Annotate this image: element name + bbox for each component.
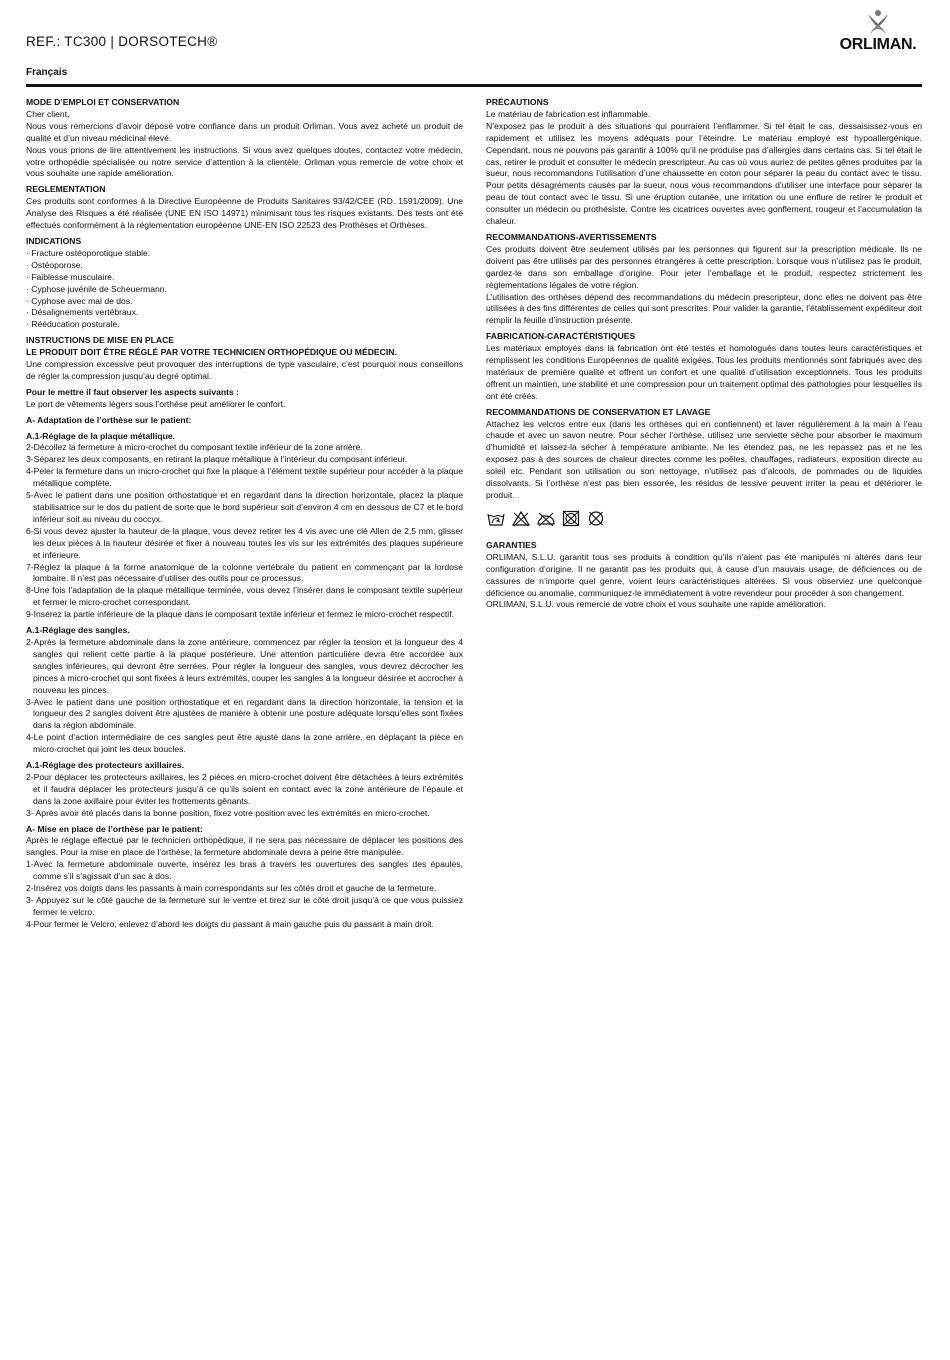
care-symbols xyxy=(486,510,922,528)
numbered-item: 2-Insérez vos doigts dans les passants à main correspondants sur les côtés droit et gauche de la fermeture. xyxy=(26,883,437,894)
language-label: Français xyxy=(26,67,68,78)
list-item: · Faiblesse musculaire. xyxy=(26,271,115,282)
numbered-item: 8-Une fois l’adaptation de la plaque métallique terminée, vous devez l’insérer dans le composant textile supérieur et fermer le micro-crochet correspondant. xyxy=(26,585,463,608)
section-title: INDICATIONS xyxy=(26,235,82,246)
no-tumble-dry-icon xyxy=(561,510,581,527)
paragraph: Les matériaux employés dans la fabrication ont été testés et homologués dans toutes leurs caractéristiques et remplissent les conditions Européennes de qualité exigées. Tous les produits mentionnés sont fabriqués avec des matériaux de première qualité et offrent un confort et une qualité d’utilisation exceptionnels. Tous les produits offrent un maintien, une stabilité et une compression pour un traitement optimal des pathologies pour lesquelles ils ont été créés. xyxy=(486,343,922,401)
no-bleach-icon xyxy=(511,510,531,527)
paragraph: Le port de vêtements légers sous l’orthèse peut améliorer le confort. xyxy=(26,398,286,409)
section-title: PRÉCAUTIONS xyxy=(486,97,549,107)
logo-wordmark: ORLIMAN. xyxy=(839,36,917,53)
list-item: · Rééducation posturale. xyxy=(26,319,120,330)
list-item: · Ostéoporose. xyxy=(26,259,83,270)
numbered-item: 3- Appuyez sur le côté gauche de la fermeture sur le ventre et tirez sur le côté droit jusqu’à ce que vous puissiez fermer le velcro. xyxy=(26,895,463,917)
paragraph: Après le réglage effectué par le technicien orthopédique, il ne sera pas nécessaire de déplacer les positions des sangles. Pour la mise en place de l’orthèse, la fermeture abdominale devra à peine être manipulée. xyxy=(26,835,463,858)
numbered-item: 1-Avec la fermeture abdominale ouverte, insérez les bras à travers les ouvertures des sangles des épaules, comme s’il s’agissait d’un sac à dos. xyxy=(26,859,463,882)
no-iron-icon xyxy=(536,510,556,527)
section-subtitle: LE PRODUIT DOIT ÊTRE RÉGLÉ PAR VOTRE TECHNICIEN ORTHOPÉDIQUE OU MÉDECIN. xyxy=(26,347,397,358)
numbered-item: 5-Avec le patient dans une position orthostatique et en regardant dans la direction horizontale, placez la plaque stabilisatrice sur le dos du patient de sorte que le bord supérieur soit d’environ 4 cm en dessous de C7 et le bord inférieur soit au niveau du coccyx. xyxy=(26,490,463,524)
paragraph: Le matériau de fabrication est inflammable. xyxy=(486,108,651,119)
numbered-item: 4-Pour fermer le Velcro, enlevez d’abord les doigts du passant à main gauche puis du passant à main droit. xyxy=(26,918,434,929)
bold-note: Pour le mettre il faut observer les aspects suivants : xyxy=(26,386,240,397)
paragraph: N’exposez pas le produit à des situations qui pourraient l’enflammer. Si tel était le cas, dessaisissez-vous en rapidement et utilisez les moyens adéquats pour l’éteindre. Le matériau employé est hypoallergénique. Cependant, nous ne pouvons pas garantir à 100% qu’il ne produise pas d’allergies dans certains cas. Si tel était le cas, retirer le produit et consulter le médecin prescripteur. Au cas où vous auriez de petites gênes produites par la sueur, nous recommandons l’utilisation d’une chaussette en coton pour séparer la peau du contact avec le tissu. Pour petits désagréments causés par la sueur, nous vous recommandons d’utiliser une interface pour séparer la peau de tout contact avec le tissu. Si une éruption cutanée, une irritation ou une enflure de retirer le produit et consulter un médecin ou prothésiste. Contre les cicatrices ouvertes avec gonflement, rougeur et l’accumulation la chaleur. xyxy=(486,120,922,227)
paragraph: L’utilisation des orthèses dépend des recommandations du médecin prescripteur, donc elles ne doivent pas être utilisées à des fins différentes de celles qui sont prescrites. Pour valider la garantie, l’établissement expéditeur doit remplir la feuille d’instruction présente. xyxy=(486,291,922,326)
hand-wash-icon xyxy=(486,510,506,527)
right-column xyxy=(486,97,922,611)
numbered-item: 2-Après la fermeture abdominale dans la zone antérieure, commencez par régler la tension et la longueur des 4 sangles qui relient cette partie à la plaque postérieure. Une attention particulière devra être accordée aux sangles inférieures, qui devront être serrées. Pour régler la longueur des sangles, vous devrez décrocher les pinces à micro-crochet qui sont fixées à leurs extrémités, couper les sangles à la longueur désirée et accrocher à nouveau les pinces. xyxy=(26,636,463,695)
list-item: · Fracture ostéoporotique stable. xyxy=(26,247,151,258)
list-item: · Cyphose avec mal de dos. xyxy=(26,295,133,306)
orliman-logo xyxy=(836,8,920,54)
section-title: FABRICATION-CARACTÉRISTIQUES xyxy=(486,331,636,342)
list-item: · Désalignements vertébraux. xyxy=(26,307,139,318)
section-title: RECOMMANDATIONS-AVERTISSEMENTS xyxy=(486,231,657,242)
paragraph: Une compression excessive peut provoquer des interruptions de type vasculaire, c’est pourquoi nous conseillons de régler la compression jusqu’au degré optimal. xyxy=(26,359,463,381)
section-title: REGLEMENTATION xyxy=(26,184,106,195)
numbered-item: 3- Après avoir été placés dans la bonne position, fixez votre position avec les extrémités en micro-crochet. xyxy=(26,807,430,818)
orliman-logo-icon xyxy=(864,8,892,36)
numbered-item: 6-Si vous devez ajuster la hauteur de la plaque, vous devez retirer les 4 vis avec une clé Allen de 2,5 mm, glisser les deux pièces à la hauteur désirée et fixer à nouveau toutes les vis sur les extrémités des plaques supérieure et inférieure. xyxy=(26,525,463,560)
paragraph: Ces produits sont conformes à la Directive Européenne de Produits Sanitaires 93/42/CEE (RD. 1591/2009). Une Analyse des Risques a été réalisée (UNE EN ISO 14971) minimisant tous les risques existants. Des tests ont été effectués conformément à la réglementation européenne UNE-EN ISO 22523 des Prothèses et Orthèses. xyxy=(26,196,463,231)
numbered-item: 2-Décollez la fermeture à micro-crochet du composant textile inférieur de la zone arrière. xyxy=(26,442,363,453)
header-divider xyxy=(26,84,922,87)
subsection-title: A.1-Réglage des protecteurs axillaires. xyxy=(26,760,185,771)
paragraph: Ces produits doivent être seulement utilisés par les personnes qui figurent sur la prescription médicale. Ils ne doivent pas être utilisés par des personnes étrangères à cette prescription. Lorsque vous n’utilisez pas le produit, gardez-le dans son emballage d’origine. Pour jeter l’emballage et le produit, respectez strictement les réglementations légales de votre région. xyxy=(486,243,922,290)
numbered-item: 2-Pour déplacer les protecteurs axillaires, les 2 pièces en micro-crochet doivent être détachées à leurs extrémités et il faudra déplacer les protecteurs jusqu’à ce qu’ils soient en contact avec la zone antérieure de l’épaule et dans la zone axillaire pour éviter les frottements gênants. xyxy=(26,771,463,806)
paragraph: Cher client, xyxy=(26,108,70,119)
subsection-title: A- Adaptation de l’orthèse sur le patient: xyxy=(26,414,192,425)
paragraph: Nous vous prions de lire attentivement les instructions. Si vous avez quelques doutes, contactez votre médecin, votre orthopédie spécialisée ou notre service d’attention à la clientèle. Orliman vous remercie de votre choix et vous souhaite une rapide amélioration. xyxy=(26,144,463,179)
section-title: GARANTIES xyxy=(486,539,537,550)
paragraph: Attachez les velcros entre eux (dans les orthèses qui en contiennent) et laver régulièrement à la main à l’eau chaude et avec un savon neutre. Pour sécher l’orthèse, utilisez une serviette sèche pour absorber le maximum d’humidité et laissez-la sécher à température ambiante. Ne les étendez pas, ne les repassez pas et ne les exposez pas à des sources de chaleur directes comme les poêles, chauffages, radiateurs, exposition directe au soleil etc. Pendant son utilisation ou son nettoyage, n’utilisez pas d’alcools, de pommades ou de liquides dissolvants. Si l’orthèse n’est pas bien essorée, les résidus de lessive peuvent irriter la peau et détériorer le produit. xyxy=(486,418,922,500)
paragraph: ORLIMAN, S.L.U. garantit tous ses produits à condition qu’ils n’aient pas été manipulés ni altérés dans leur configuration d’origine. Il ne garantit pas les produits qui, à cause d’un mauvais usage, de déficiences ou de cassures de n’importe quel genre, voient leurs caractéristiques altérées. Si vous observiez une quelconque déficience ou anomalie, communiquez-le immédiatement à votre revendeur pour procéder à son changement. xyxy=(486,551,922,598)
numbered-item: 4-Peler la fermeture dans un micro-crochet qui fixe la plaque à l’élément textile supérieur pour accéder à la plaque métallique complète. xyxy=(26,466,463,489)
list-item: · Cyphose juvénile de Scheuermann. xyxy=(26,283,167,294)
subsection-title: A- Mise en place de l’orthèse par le patient: xyxy=(26,823,203,834)
left-column xyxy=(26,97,463,931)
numbered-item: 3-Séparez les deux composants, en retirant la plaque métallique à l’intérieur du composant inférieur. xyxy=(26,454,408,465)
no-dry-clean-icon xyxy=(586,510,606,527)
section-title: INSTRUCTIONS DE MISE EN PLACE xyxy=(26,335,175,346)
paragraph: Nous vous remercions d’avoir déposé votre confiance dans un produit Orliman. Vous avez acheté un produit de qualité et d’un niveau médicinal élevé. xyxy=(26,120,463,143)
numbered-item: 7-Réglez la plaque à la forme anatomique de la colonne vertébrale du patient en commençant par la lordose lombaire. Il n’est pas nécessaire d’utiliser des outils pour ce processus. xyxy=(26,561,463,584)
numbered-item: 3-Avec le patient dans une position orthostatique et en regardant dans la direction horizontale, la tension et la longueur des 2 sangles doivent être ajustées de manière à obtenir une posture adéquate lorsqu’elles sont fixées dans la région abdominale. xyxy=(26,696,463,731)
paragraph: ORLIMAN, S.L.U. vous remercie de votre choix et vous souhaite une rapide amélioration. xyxy=(486,599,826,610)
section-title: RECOMMANDATIONS DE CONSERVATION ET LAVAGE xyxy=(486,406,711,417)
numbered-item: 4-Le point d’action intermédiaire de ces sangles peut être ajusté dans la zone arrière, en déplaçant la pièce en micro-crochet qui joint les deux boucles. xyxy=(26,732,463,755)
section-title: MODE D’EMPLOI ET CONSERVATION xyxy=(26,97,180,107)
numbered-item: 9-Insérez la partie inférieure de la plaque dans le composant textile inférieur et fermez le micro-crochet respectif. xyxy=(26,609,454,620)
subsection-title: A.1-Réglage des sangles. xyxy=(26,625,130,636)
document-reference: REF.: TC300 | DORSOTECH® xyxy=(26,34,218,49)
subsection-title: A.1-Réglage de la plaque métallique. xyxy=(26,430,175,441)
